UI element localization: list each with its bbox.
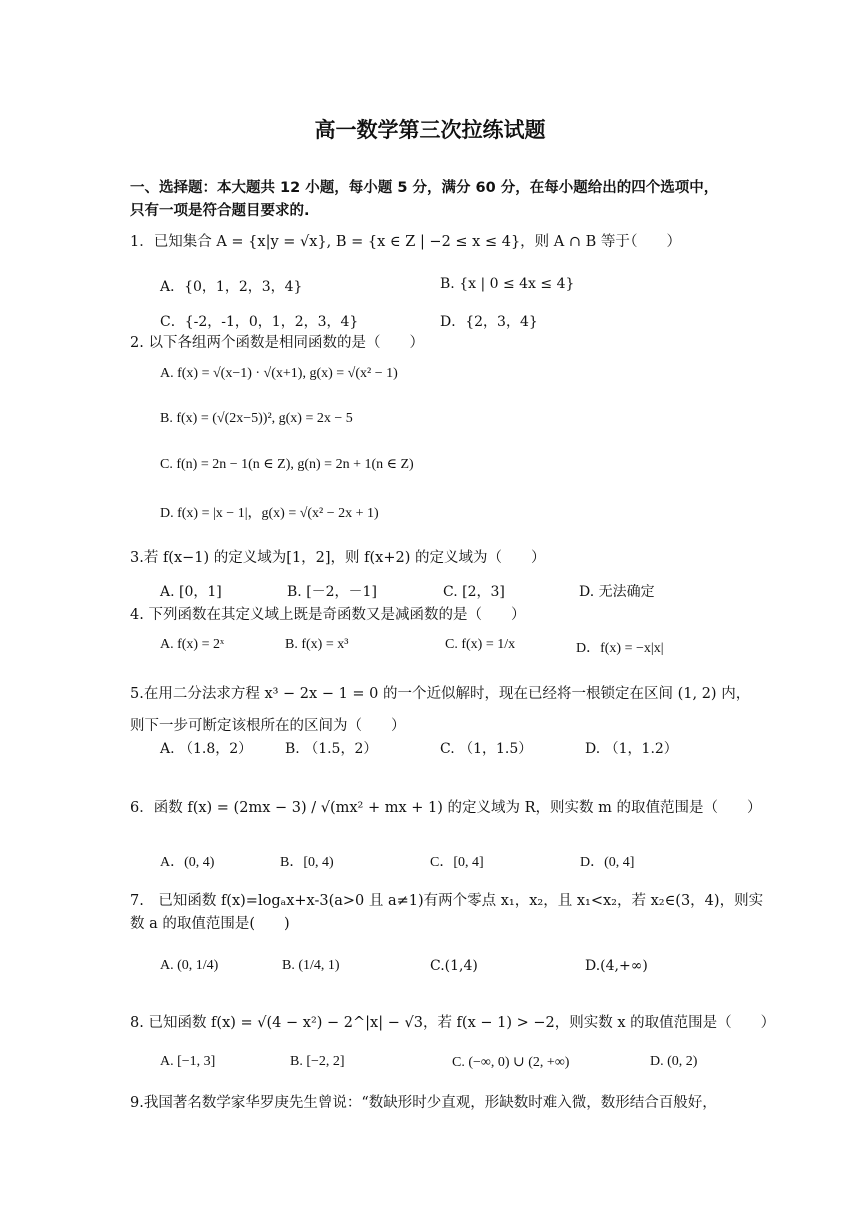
section-heading-line2: 只有一项是符合题目要求的.	[130, 203, 310, 219]
question-2-stem: 2. 以下各组两个函数是相同函数的是（ ）	[130, 335, 424, 351]
question-4-option-b: B. f(x) = x³	[285, 637, 349, 652]
question-6-stem: 6．函数 f(x) = (2mx − 3) / √(mx² + mx + 1) 的定义域为 R，则实数 m 的取值范围是（ ）	[130, 800, 762, 816]
question-1-option-a: A．{0，1，2，3，4}	[160, 279, 303, 295]
question-1-option-b: B. {x | 0 ≤ 4x ≤ 4}	[440, 276, 575, 292]
question-7-option-c: C.(1,4)	[430, 958, 478, 974]
question-1-text: 1．已知集合 A = {x|y = √x}, B = {x ∈ Z | −2 ≤ x ≤ 4}，则 A ∩ B 等于	[130, 234, 630, 250]
question-4-option-a: A. f(x) = 2ˣ	[160, 637, 225, 652]
question-8-option-c: C. (−∞, 0) ∪ (2, +∞)	[452, 1055, 570, 1070]
question-6-option-d: D．(0, 4]	[580, 855, 635, 870]
question-5-option-d: D. （1，1.2）	[585, 741, 678, 757]
question-5-option-c: C. （1，1.5）	[440, 741, 533, 757]
question-2-option-a: A. f(x) = √(x−1) · √(x+1), g(x) = √(x² − 1)	[160, 366, 398, 381]
page-title: 高一数学第三次拉练试题	[314, 118, 546, 142]
question-1-stem	[130, 230, 681, 251]
question-1-option-d: D．{2，3，4}	[440, 314, 538, 330]
question-4-option-d: D．f(x) = −x|x|	[576, 641, 664, 656]
question-8-option-a: A. [−1, 3]	[160, 1054, 216, 1069]
question-1-answer-blank: （ ）	[623, 234, 681, 250]
question-5-option-a: A. （1.8，2）	[160, 741, 253, 757]
question-8-option-d: D. (0, 2)	[650, 1054, 698, 1069]
question-4-option-c: C. f(x) = 1/x	[445, 637, 516, 652]
question-6-option-b: B．[0, 4)	[280, 855, 334, 870]
question-8-option-b: B. [−2, 2]	[290, 1054, 345, 1069]
question-7-stem-line2: 数 a 的取值范围是( )	[130, 916, 290, 932]
question-7-option-a: A. (0, 1/4)	[160, 958, 219, 973]
question-7-option-d: D.(4,+∞)	[585, 958, 648, 974]
question-3-option-a: A. [0，1]	[160, 584, 222, 600]
question-1-option-c: C．{-2，-1，0，1，2，3，4}	[160, 314, 359, 330]
question-8-stem: 8. 已知函数 f(x) = √(4 − x²) − 2^|x| − √3，若 f(x − 1) > −2，则实数 x 的取值范围是（ ）	[130, 1015, 776, 1031]
question-3-option-c: C. [2，3]	[443, 584, 505, 600]
question-2-option-c: C. f(n) = 2n − 1(n ∈ Z), g(n) = 2n + 1(n ∈ Z)	[160, 457, 414, 472]
question-3-stem: 3.若 f(x−1) 的定义域为[1，2]，则 f(x+2) 的定义域为（ ）	[130, 550, 546, 566]
question-2-option-b: B. f(x) = (√(2x−5))², g(x) = 2x − 5	[160, 411, 353, 426]
question-7-stem-line1: 7. 已知函数 f(x)=logₐx+x-3(a>0 且 a≠1)有两个零点 x₁，x₂，且 x₁<x₂，若 x₂∈(3，4)，则实	[130, 893, 764, 909]
question-3-option-b: B. [－2，－1]	[287, 584, 377, 600]
question-6-option-c: C．[0, 4]	[430, 855, 484, 870]
question-9-stem: 9.我国著名数学家华罗庚先生曾说：“数缺形时少直观，形缺数时难入微，数形结合百般好，	[130, 1095, 717, 1111]
section-heading-line1: 一、选择题：本大题共 12 小题，每小题 5 分，满分 60 分，在每小题给出的四个选项中，	[130, 180, 719, 196]
question-2-option-d: D. f(x) = |x − 1|，g(x) = √(x² − 2x + 1)	[160, 506, 379, 521]
question-3-option-d: D. 无法确定	[579, 584, 655, 600]
question-5-stem-line1: 5.在用二分法求方程 x³ − 2x − 1 = 0 的一个近似解时，现在已经将一根锁定在区间 (1, 2) 内，	[130, 686, 751, 702]
question-4-stem: 4. 下列函数在其定义域上既是奇函数又是减函数的是（ ）	[130, 607, 526, 623]
question-5-stem-line2: 则下一步可断定该根所在的区间为（ ）	[130, 718, 406, 734]
question-5-option-b: B. （1.5，2）	[285, 741, 378, 757]
question-6-option-a: A．(0, 4)	[160, 855, 215, 870]
question-7-option-b: B. (1/4, 1)	[282, 958, 340, 973]
